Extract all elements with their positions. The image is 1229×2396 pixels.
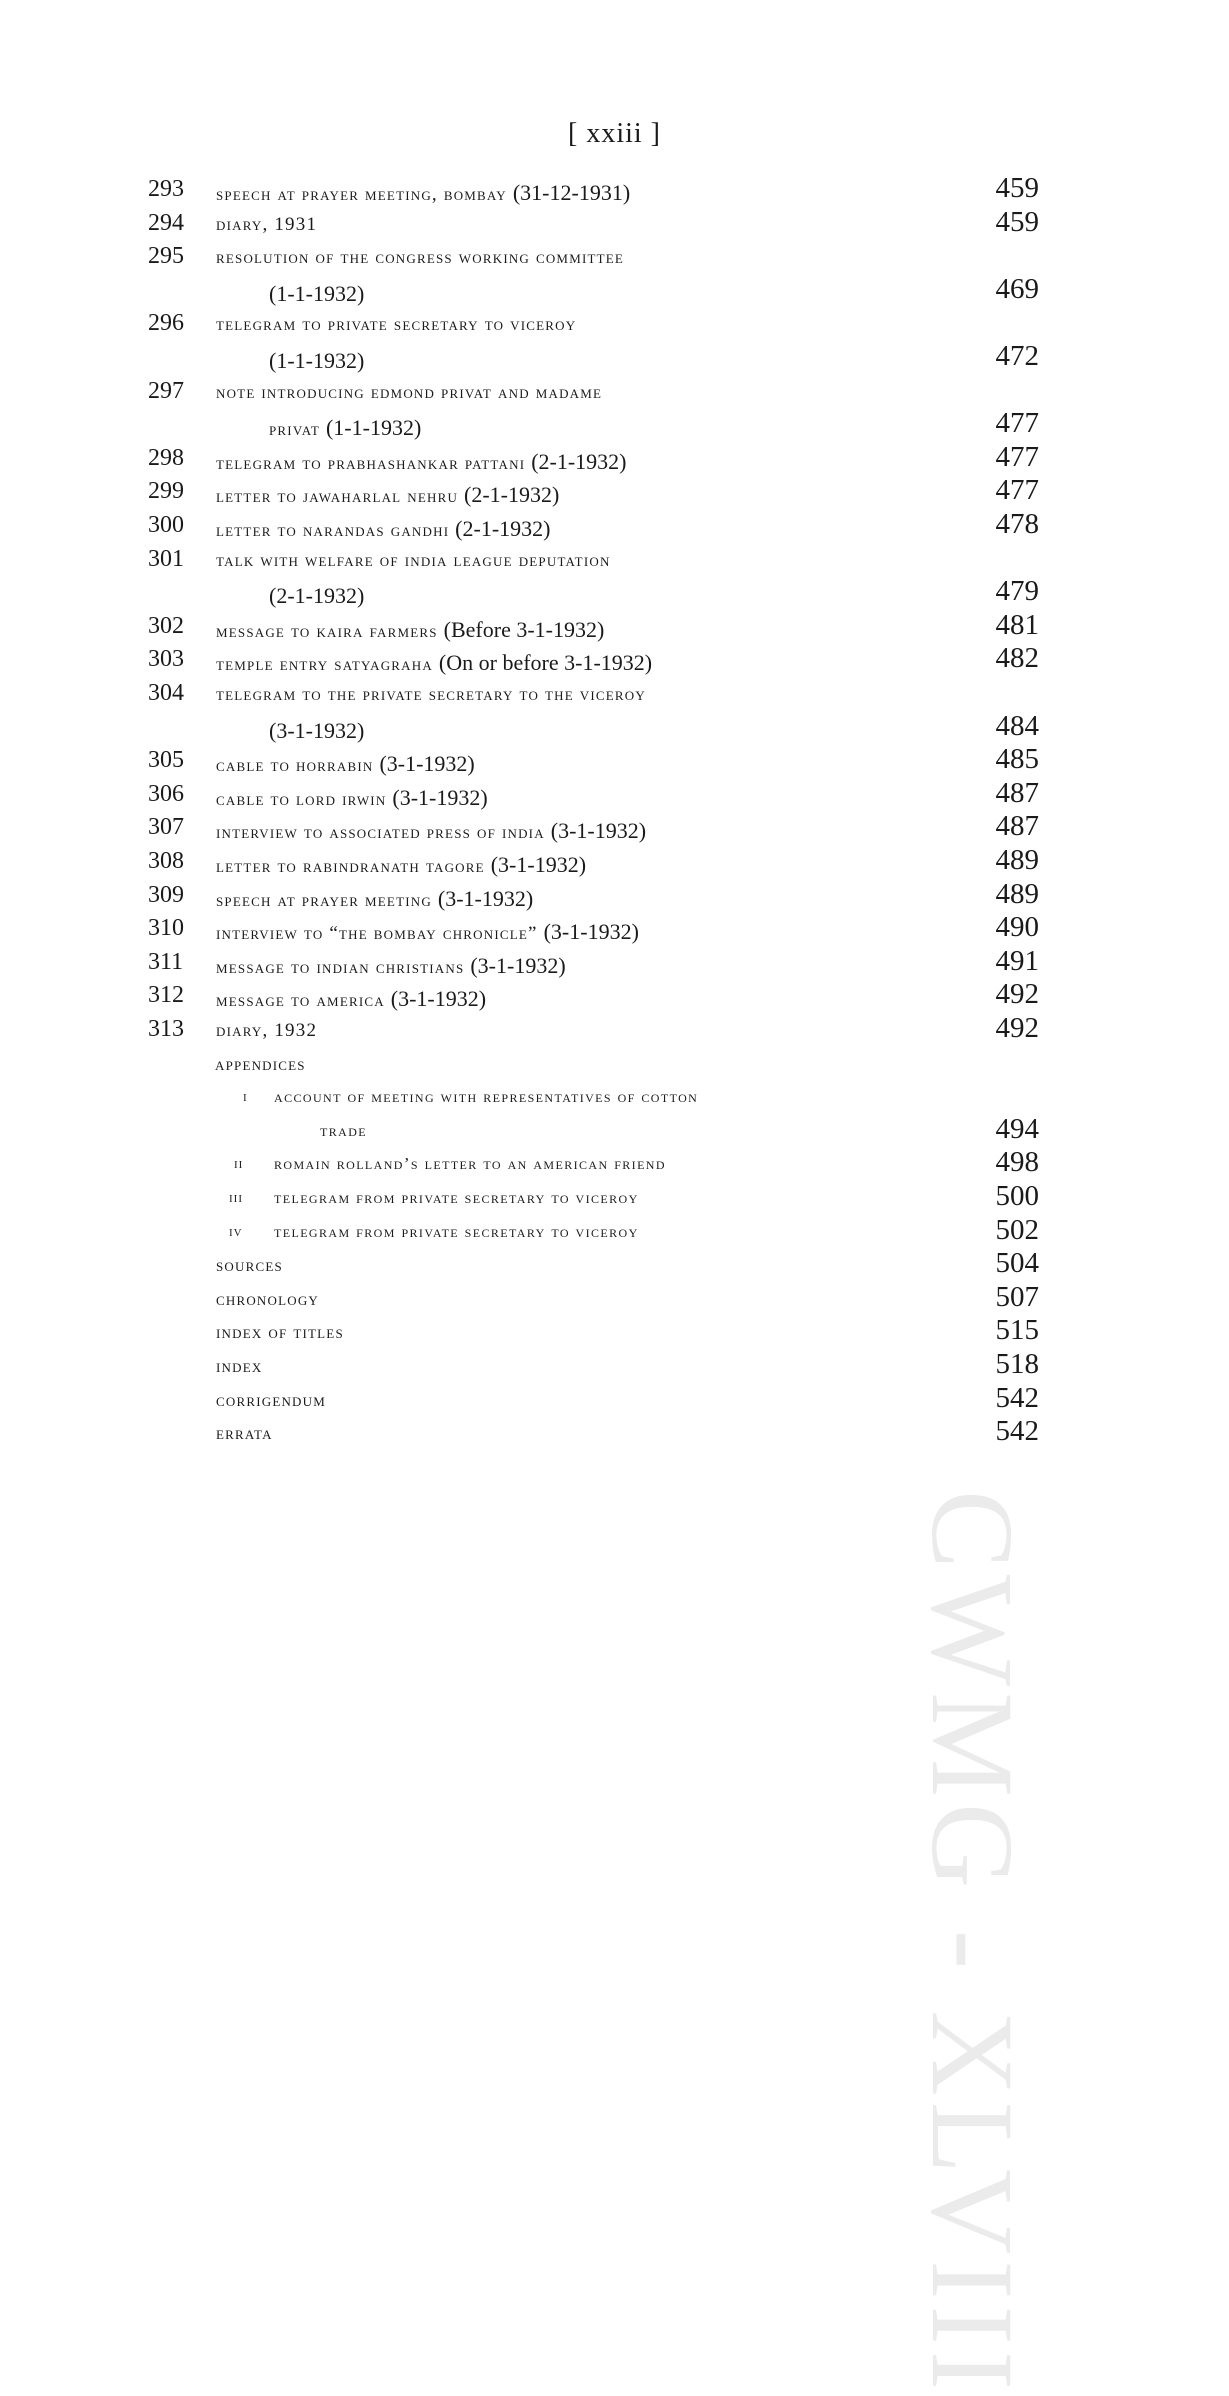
entry-title: cable to horrabin (3-1-1932) [216, 751, 475, 777]
entry-title: note introducing edmond privat and madame [216, 381, 603, 403]
toc-entry-line [0, 911, 1229, 949]
entry-page-number: 489 [995, 877, 1039, 910]
toc-entry-line [0, 709, 1229, 748]
entry-title: talk with welfare of india league deputation [216, 549, 611, 571]
appendix-title: romain rolland’s letter to an american friend [274, 1154, 666, 1174]
appendix-line [0, 1180, 1229, 1218]
entry-number: 306 [148, 780, 184, 807]
toc-entry-line [0, 546, 1229, 580]
toc-entry-line [0, 474, 1229, 512]
entry-page-number: 477 [995, 407, 1039, 440]
entry-title: (1-1-1932) [269, 280, 365, 306]
appendix-title: telegram from private secretary to viceroy [274, 1188, 639, 1207]
entry-title: (3-1-1932) [269, 717, 365, 743]
toc-entry-line [0, 844, 1229, 882]
entry-number: 302 [148, 612, 184, 639]
appendix-line [0, 1146, 1229, 1184]
toc-entry-line [0, 378, 1229, 412]
entry-title: interview to associated press of india (3-1-1932) [216, 818, 647, 844]
back-matter-label: index [216, 1356, 263, 1377]
appendix-page-number: 498 [995, 1146, 1039, 1179]
back-matter-line [0, 1415, 1229, 1453]
toc-entry-line [0, 608, 1229, 647]
entry-title: resolution of the congress working committee [216, 247, 625, 269]
entry-number: 301 [148, 545, 184, 572]
toc-entry-line [0, 680, 1229, 714]
entry-title: diary, 1931 [216, 213, 318, 235]
entry-page-number: 482 [995, 642, 1039, 675]
toc-entry-line [0, 243, 1229, 277]
appendix-line [0, 1213, 1229, 1252]
entry-page-number: 487 [995, 810, 1039, 843]
entry-title: letter to jawaharlal nehru (2-1-1932) [216, 482, 560, 508]
entry-title: cable to lord irwin (3-1-1932) [216, 784, 488, 810]
appendix-line [0, 1112, 1229, 1151]
appendix-title: account of meeting with representatives of cotton [274, 1087, 699, 1107]
toc-entry-line [0, 776, 1229, 815]
appendices-heading-line [0, 1050, 1229, 1084]
entry-number: 298 [148, 444, 184, 471]
entry-number: 307 [148, 814, 184, 841]
back-matter-label: errata [216, 1423, 273, 1445]
entry-number: 294 [148, 209, 184, 236]
entry-number: 311 [148, 948, 184, 975]
entry-number: 312 [148, 982, 184, 1009]
back-matter-label: chronology [216, 1288, 319, 1310]
toc-entry-line [0, 743, 1229, 781]
back-matter-label: sources [216, 1255, 283, 1277]
entry-title: telegram to the private secretary to the viceroy [216, 684, 646, 705]
entry-title: temple entry satyagraha (On or before 3-1-1932) [216, 650, 653, 676]
back-matter-line [0, 1314, 1229, 1352]
entry-page-number: 459 [995, 205, 1039, 238]
back-matter-page-number: 542 [995, 1381, 1039, 1414]
appendix-numeral: iv [229, 1222, 243, 1240]
appendix-page-number: 502 [995, 1213, 1039, 1246]
back-matter-page-number: 504 [995, 1247, 1039, 1280]
entry-page-number: 484 [995, 709, 1039, 742]
entry-page-number: 489 [995, 844, 1039, 876]
entry-number: 304 [148, 680, 184, 706]
entry-title: diary, 1932 [216, 1020, 318, 1041]
back-matter-label: index of titles [216, 1322, 344, 1344]
appendix-page-number: 494 [995, 1112, 1039, 1145]
toc-entry-line [0, 272, 1229, 311]
back-matter-page-number: 507 [995, 1280, 1039, 1313]
entry-page-number: 472 [995, 340, 1039, 372]
toc-entry-line [0, 575, 1229, 613]
entry-number: 300 [148, 512, 184, 538]
back-matter-line [0, 1247, 1229, 1285]
entry-number: 309 [148, 881, 184, 908]
back-matter-page-number: 515 [995, 1314, 1039, 1347]
back-matter-line [0, 1381, 1229, 1420]
entry-number: 305 [148, 747, 184, 774]
page-number-header: [ xxiii ] [568, 118, 661, 149]
entry-title: message to america (3-1-1932) [216, 986, 487, 1012]
toc-entry-line [0, 508, 1229, 546]
entry-number: 296 [148, 310, 184, 337]
entry-page-number: 490 [995, 911, 1039, 944]
appendix-title: telegram from private secretary to viceroy [274, 1221, 639, 1241]
toc-entry-line [0, 877, 1229, 916]
entry-page-number: 492 [995, 978, 1039, 1011]
entry-title: speech at prayer meeting (3-1-1932) [216, 885, 534, 911]
entry-number: 303 [148, 646, 184, 673]
entry-title: telegram to private secretary to viceroy [216, 314, 577, 336]
appendix-title: trade [320, 1120, 367, 1140]
toc-entry-line [0, 810, 1229, 848]
entry-page-number: 491 [995, 944, 1039, 977]
toc-entry-line [0, 440, 1229, 479]
entry-page-number: 479 [995, 575, 1039, 608]
toc-entry-line [0, 340, 1229, 378]
toc-entry-line [0, 642, 1229, 680]
entry-title: message to indian christians (3-1-1932) [216, 952, 566, 978]
toc-entry-line [0, 1012, 1229, 1050]
back-matter-line [0, 1348, 1229, 1386]
entry-page-number: 477 [995, 440, 1039, 473]
toc-entry-line [0, 310, 1229, 344]
entry-title: privat (1-1-1932) [269, 415, 422, 441]
back-matter-line [0, 1280, 1229, 1319]
entry-title: (1-1-1932) [269, 348, 365, 373]
entry-page-number: 469 [995, 272, 1039, 305]
entry-page-number: 477 [995, 474, 1039, 507]
appendix-page-number: 500 [995, 1180, 1039, 1212]
entry-title: telegram to prabhashankar pattani (2-1-1932) [216, 448, 627, 474]
entry-number: 299 [148, 478, 184, 505]
toc-entry-line [0, 205, 1229, 244]
entry-title: speech at prayer meeting, bombay (31-12-1931) [216, 180, 631, 205]
entry-title: interview to “the bombay chronicle” (3-1-1932) [216, 919, 639, 945]
entry-page-number: 459 [995, 172, 1039, 204]
entry-page-number: 485 [995, 743, 1039, 776]
entry-page-number: 492 [995, 1012, 1039, 1044]
entry-number: 308 [148, 848, 184, 874]
entry-title: message to kaira farmers (Before 3-1-1932) [216, 616, 605, 642]
appendices-heading: appendices [215, 1053, 306, 1075]
entry-page-number: 487 [995, 776, 1039, 809]
toc-entry-line [0, 978, 1229, 1016]
appendix-numeral: iii [229, 1189, 243, 1206]
entry-title: letter to narandas gandhi (2-1-1932) [216, 516, 551, 541]
entry-title: letter to rabindranath tagore (3-1-1932) [216, 852, 587, 877]
back-matter-label: corrigendum [216, 1389, 326, 1411]
entry-title: (2-1-1932) [269, 583, 365, 609]
entry-number: 293 [148, 176, 184, 202]
entry-number: 310 [148, 915, 184, 942]
appendix-numeral: i [243, 1088, 248, 1106]
entry-number: 295 [148, 243, 184, 270]
entry-page-number: 481 [995, 608, 1039, 641]
entry-page-number: 478 [995, 508, 1039, 540]
watermark: CWMG - XLVIII [907, 1490, 1038, 2396]
entry-number: 313 [148, 1016, 184, 1042]
back-matter-page-number: 542 [995, 1415, 1039, 1448]
toc-entry-line [0, 944, 1229, 983]
entry-number: 297 [148, 377, 184, 404]
appendix-line [0, 1083, 1229, 1117]
appendix-numeral: ii [234, 1155, 244, 1173]
toc-entry-line [0, 407, 1229, 445]
toc-entry-line [0, 172, 1229, 210]
back-matter-page-number: 518 [995, 1348, 1039, 1380]
